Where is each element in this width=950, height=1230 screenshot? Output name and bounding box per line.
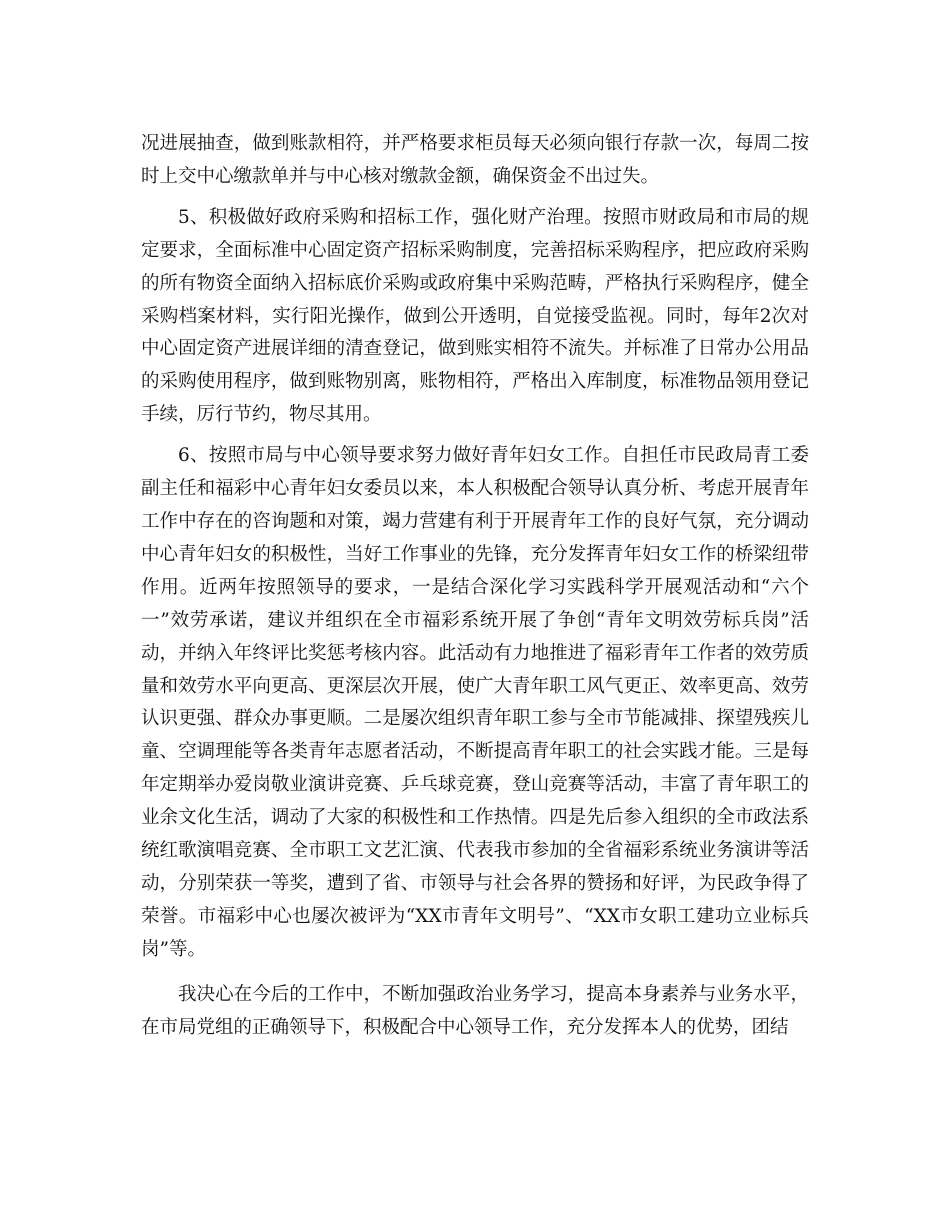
paragraph-youth-work: 6、按照市局与中心领导要求努力做好青年妇女工作。自担任市民政局青工委副主任和福彩中心青年妇女委员以来，本人积极配合领导认真分析、考虑开展青年工作中存在的咨询题和对策，竭力营建有利于开展青年工作的良好气氛，充分调动中心青年妇女的积极性，当好工作事业的先锋，充分发挥青年妇女工作的桥梁纽带作用。近两年按照领导的要求，一是结合深化学习实践科学开展观活动和“六个一”效劳承诺，建议并组织在全市福彩系统开展了争创“青年文明效劳标兵岗”活动，并纳入年终评比奖惩考核内容。此活动有力地推进了福彩青年工作者的效劳质量和效劳水平向更高、更深层次开展，使广大青年职工风气更正、效率更高、效劳认识更强、群众办事更顺。二是屡次组织青年职工参与全市节能减排、探望残疾儿童、空调理能等各类青年志愿者活动，不断提高青年职工的社会实践才能。三是每年定期举办爱岗敬业演讲竞赛、乒乓球竞赛，登山竞赛等活动，丰富了青年职工的业余文化生活，调动了大家的积极性和工作热情。四是先后参入组织的全市政法系统红歌演唱竞赛、全市职工文艺汇演、代表我市参加的全省福彩系统业务演讲等活动，分别荣获一等奖，遭到了省、市领导与社会各界的赞扬和好评，为民政争得了荣誉。市福彩中心也屡次被评为“XX市青年文明号”、“XX市女职工建功立业标兵岗”等。	[141, 445, 809, 960]
document-body	[141, 128, 809, 1052]
paragraph-resolution: 我决心在今后的工作中，不断加强政治业务学习，提高本身素养与业务水平，在市局党组的正确领导下，积极配合中心领导工作，充分发挥本人的优势，团结	[141, 983, 809, 1038]
paragraph-procurement: 5、积极做好政府采购和招标工作，强化财产治理。按照市财政局和市局的规定要求，全面标准中心固定资产招标采购制度，完善招标采购程序，把应政府采购的所有物资全面纳入招标底价采购或政府集中采购范畴，严格执行采购程序，健全采购档案材料，实行阳光操作，做到公开透明，自觉接受监视。同时，每年2次对中心固定资产进展详细的清查登记，做到账实相符不流失。并标准了日常办公用品的采购使用程序，做到账物别离，账物相符，严格出入库制度，标准物品领用登记手续，厉行节约，物尽其用。	[141, 206, 809, 426]
paragraph-continuation: 况进展抽查，做到账款相符，并严格要求柜员每天必须向银行存款一次，每周二按时上交中心缴款单并与中心核对缴款金额，确保资金不出过失。	[141, 133, 809, 187]
